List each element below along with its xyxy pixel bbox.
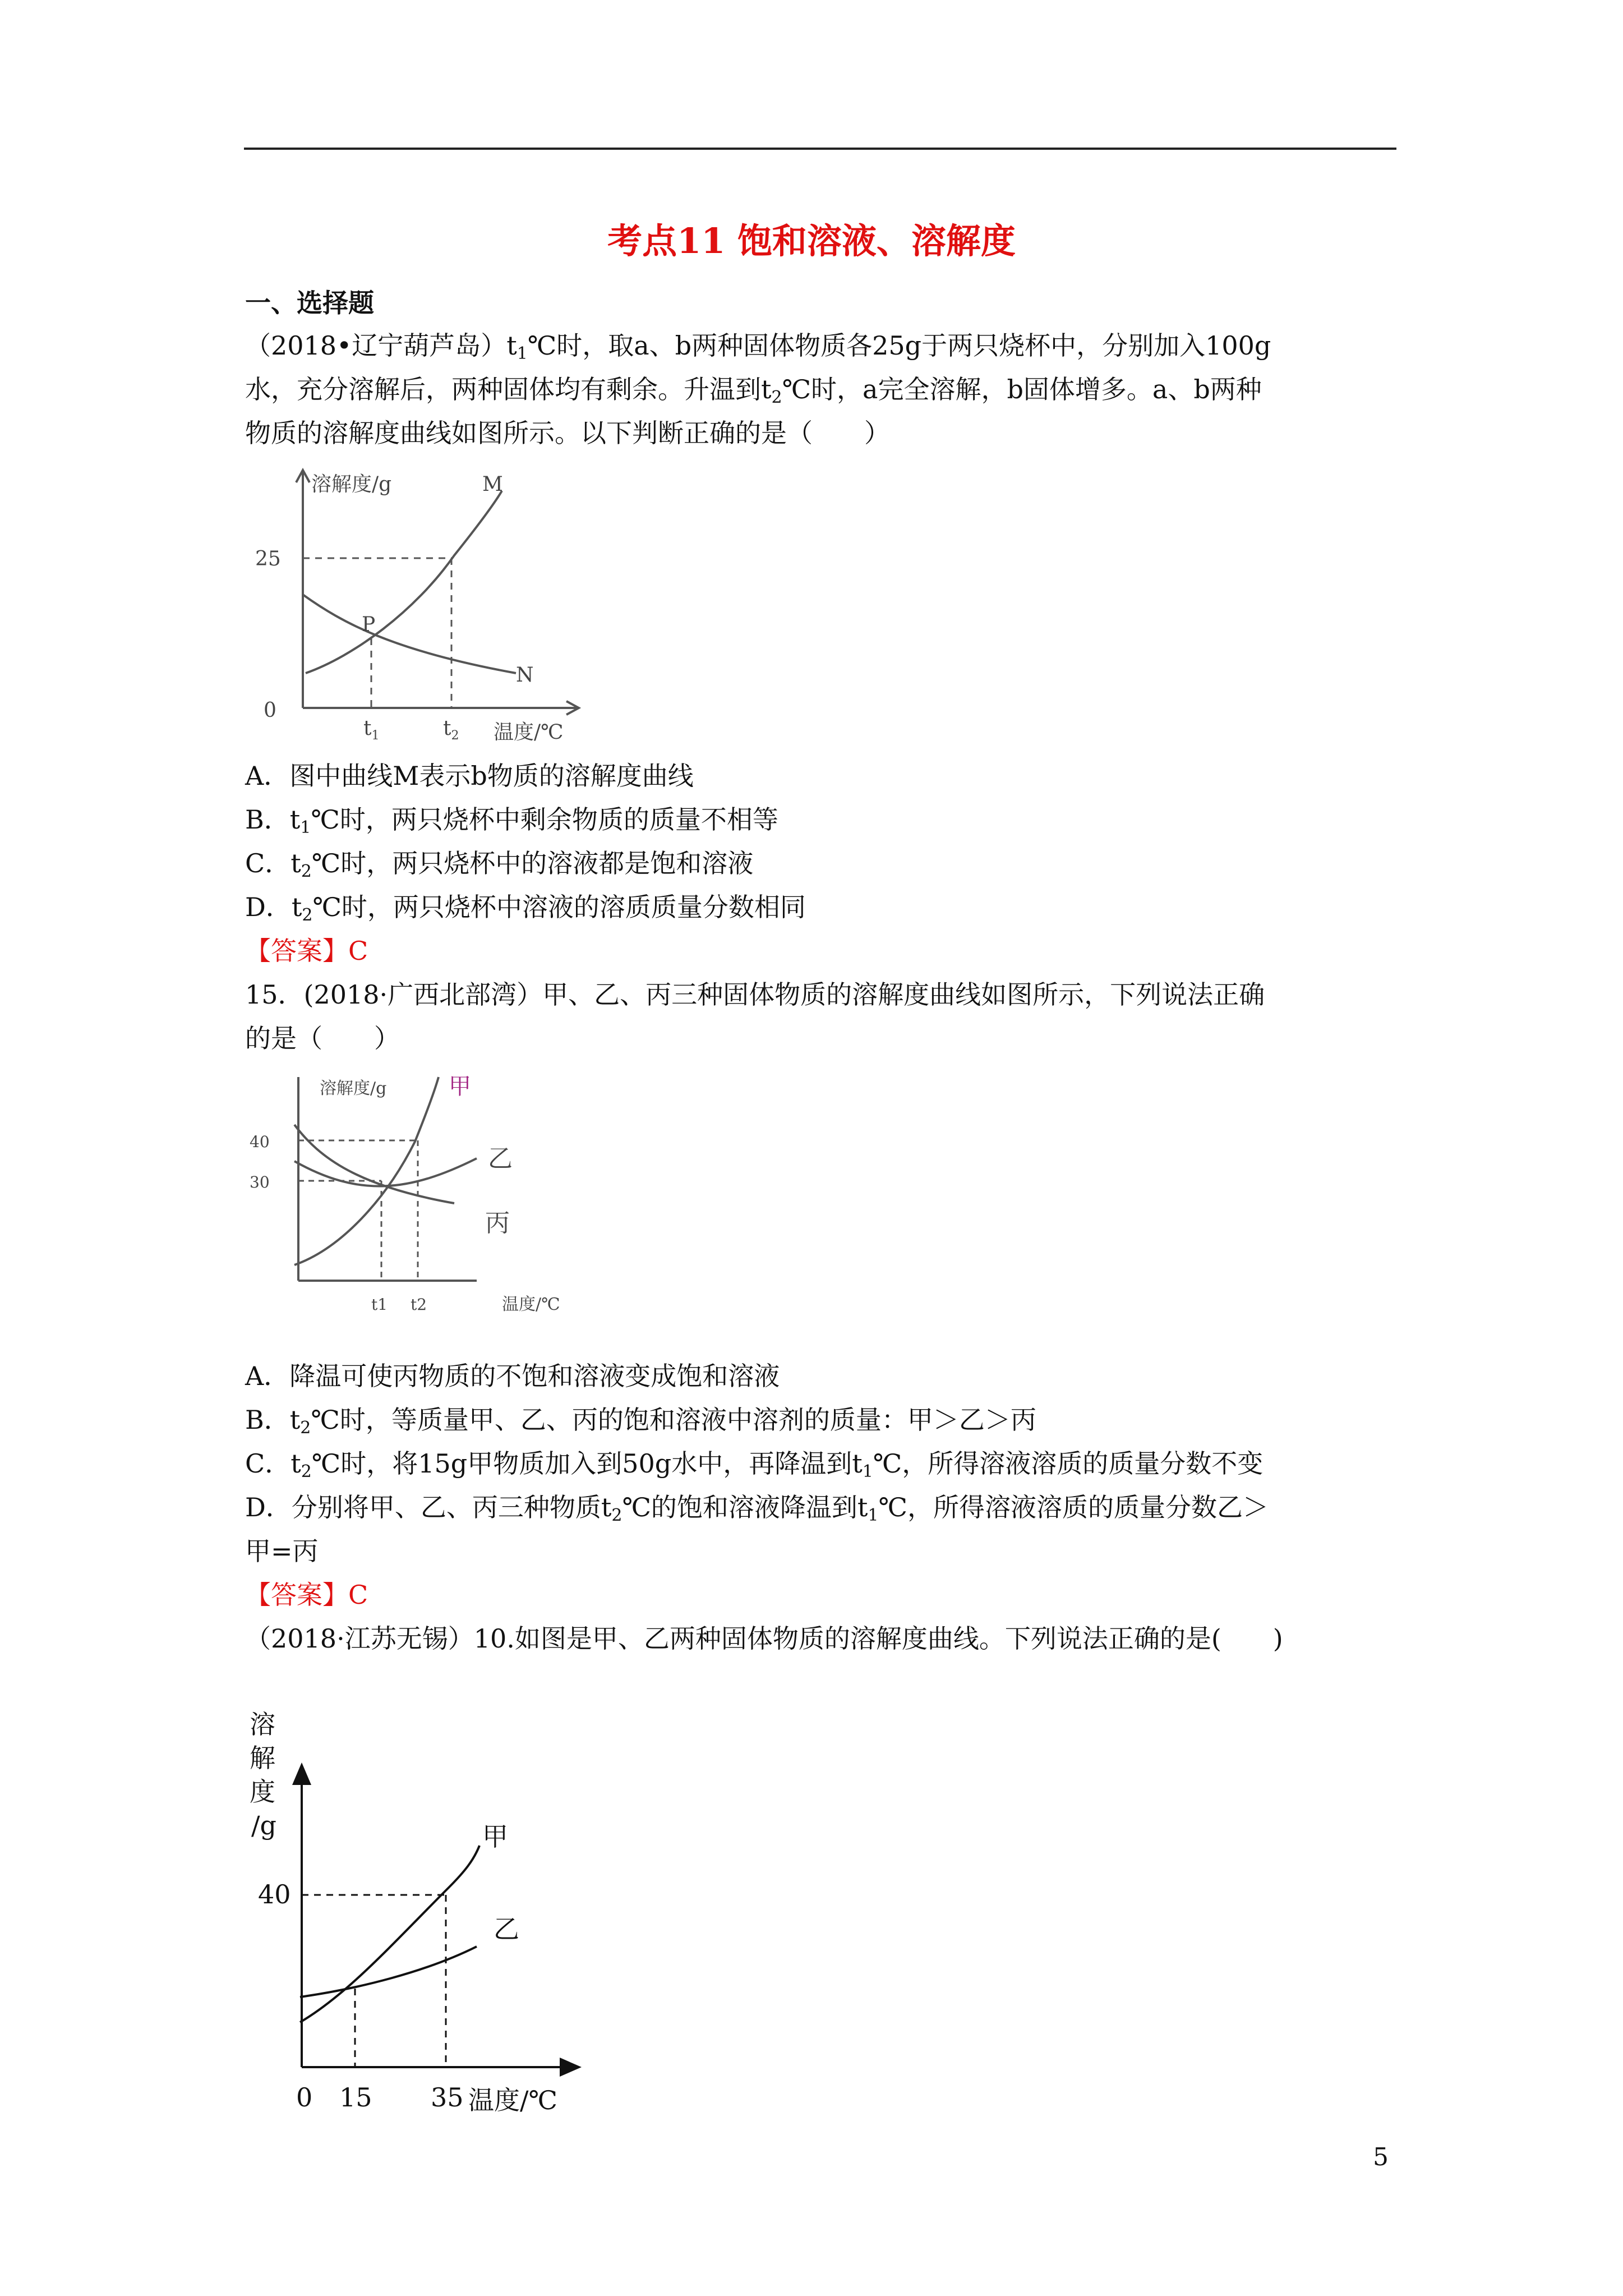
page-number: 5 <box>1373 2143 1389 2171</box>
q2-curve-yi <box>294 1158 477 1186</box>
q2-solubility-chart <box>247 1069 594 1315</box>
q1-option-d: D．$t_2℃$时，两只烧杯中溶液的溶质质量分数相同 <box>245 892 806 925</box>
header-rule <box>244 148 1396 150</box>
q3-ylabel-2: 解 <box>250 1743 275 1773</box>
section-heading: 一、选择题 <box>245 288 374 318</box>
q1-ylabel: 溶解度/g <box>311 473 392 496</box>
q3-label-jia: 甲 <box>482 1821 508 1852</box>
q1-option-a: A．图中曲线M表示b物质的溶解度曲线 <box>245 761 694 791</box>
q2-option-a: A．降温可使丙物质的不饱和溶液变成饱和溶液 <box>245 1361 780 1391</box>
q2-option-b: B．$t_2℃$时，等质量甲、乙、丙的饱和溶液中溶剂的质量：甲＞乙＞丙 <box>245 1405 1036 1438</box>
q3-stem-line1: （2018·江苏无锡）10.如图是甲、乙两种固体物质的溶解度曲线。下列说法正确的是( ) <box>245 1623 1283 1654</box>
q1-label-P: P <box>362 613 376 636</box>
q2-stem-line1: 15．(2018·广西北部湾）甲、乙、丙三种固体物质的溶解度曲线如图所示，下列说法正确 <box>245 979 1265 1010</box>
q3-ylabel-3: 度 <box>250 1777 275 1807</box>
q2-option-c: C．$t_2℃$时，将15g甲物质加入到50g水中，再降温到$t_1℃$，所得溶液溶质的质量分数不变 <box>245 1448 1264 1481</box>
page-title: 考点11 饱和溶液、溶解度 <box>607 220 1016 261</box>
q1-origin: 0 <box>264 699 276 722</box>
q1-xlabel: 温度/℃ <box>494 721 564 744</box>
q3-label-yi: 乙 <box>494 1914 519 1944</box>
q3-curve-jia <box>300 1846 479 2022</box>
q1-stem-line3: 物质的溶解度曲线如图所示。以下判断正确的是（ ） <box>245 418 890 448</box>
q3-curve-yi <box>300 1947 477 1997</box>
q1-stem-line2: 水，充分溶解后，两种固体均有剩余。升温到$t_2℃$时，a完全溶解，b固体增多。a、b两种 <box>245 374 1262 407</box>
q1-ytick-25: 25 <box>255 547 281 570</box>
q3-ylabel-1: 溶 <box>250 1709 275 1740</box>
q3-x-arrow <box>561 2059 579 2075</box>
q3-solubility-chart <box>247 1703 606 2129</box>
q1-xtick-t2: $t_2$ <box>443 717 459 743</box>
q3-origin: 0 <box>296 2082 313 2113</box>
q2-ytick-40: 40 <box>250 1133 270 1151</box>
q3-xtick-15: 15 <box>339 2082 372 2113</box>
q1-option-b: B．$t_1℃$时，两只烧杯中剩余物质的质量不相等 <box>245 804 778 838</box>
q2-ytick-30: 30 <box>250 1173 270 1191</box>
q3-ytick-40: 40 <box>258 1879 291 1910</box>
q1-answer: 【答案】C <box>245 936 368 966</box>
q2-label-yi: 乙 <box>488 1144 513 1173</box>
q2-option-d: D．分别将甲、乙、丙三种物质$t_2℃$的饱和溶液降温到$t_1℃$，所得溶液溶质的质量分数乙＞ <box>245 1492 1269 1525</box>
q2-xtick-t1: t1 <box>371 1295 388 1314</box>
q1-solubility-chart <box>247 466 606 752</box>
q2-stem-line2: 的是（ ） <box>245 1023 400 1053</box>
q2-curve-bing <box>294 1125 454 1203</box>
q3-xlabel: 温度/℃ <box>468 2085 557 2115</box>
q2-answer: 【答案】C <box>245 1580 368 1610</box>
q1-xtick-t1: $t_1$ <box>363 717 380 743</box>
q1-stem-line1: （2018•辽宁葫芦岛）$t_1℃$时，取a、b两种固体物质各25g于两只烧杯中，分别加入100g <box>245 330 1271 364</box>
q1-label-N: N <box>516 664 534 687</box>
q2-ylabel: 溶解度/g <box>320 1079 387 1098</box>
q2-xtick-t2: t2 <box>411 1295 427 1314</box>
q2-xlabel: 温度/℃ <box>502 1295 560 1314</box>
q2-label-bing: 丙 <box>485 1209 510 1237</box>
q2-option-d-continued: 甲=丙 <box>245 1536 319 1566</box>
q1-label-M: M <box>482 473 503 496</box>
q1-option-c: C．$t_2℃$时，两只烧杯中的溶液都是饱和溶液 <box>245 848 754 881</box>
q3-xtick-35: 35 <box>431 2082 464 2113</box>
q3-ylabel-4: /g <box>251 1810 276 1841</box>
q2-label-jia: 甲 <box>449 1074 471 1099</box>
q3-y-arrow <box>294 1765 310 1784</box>
